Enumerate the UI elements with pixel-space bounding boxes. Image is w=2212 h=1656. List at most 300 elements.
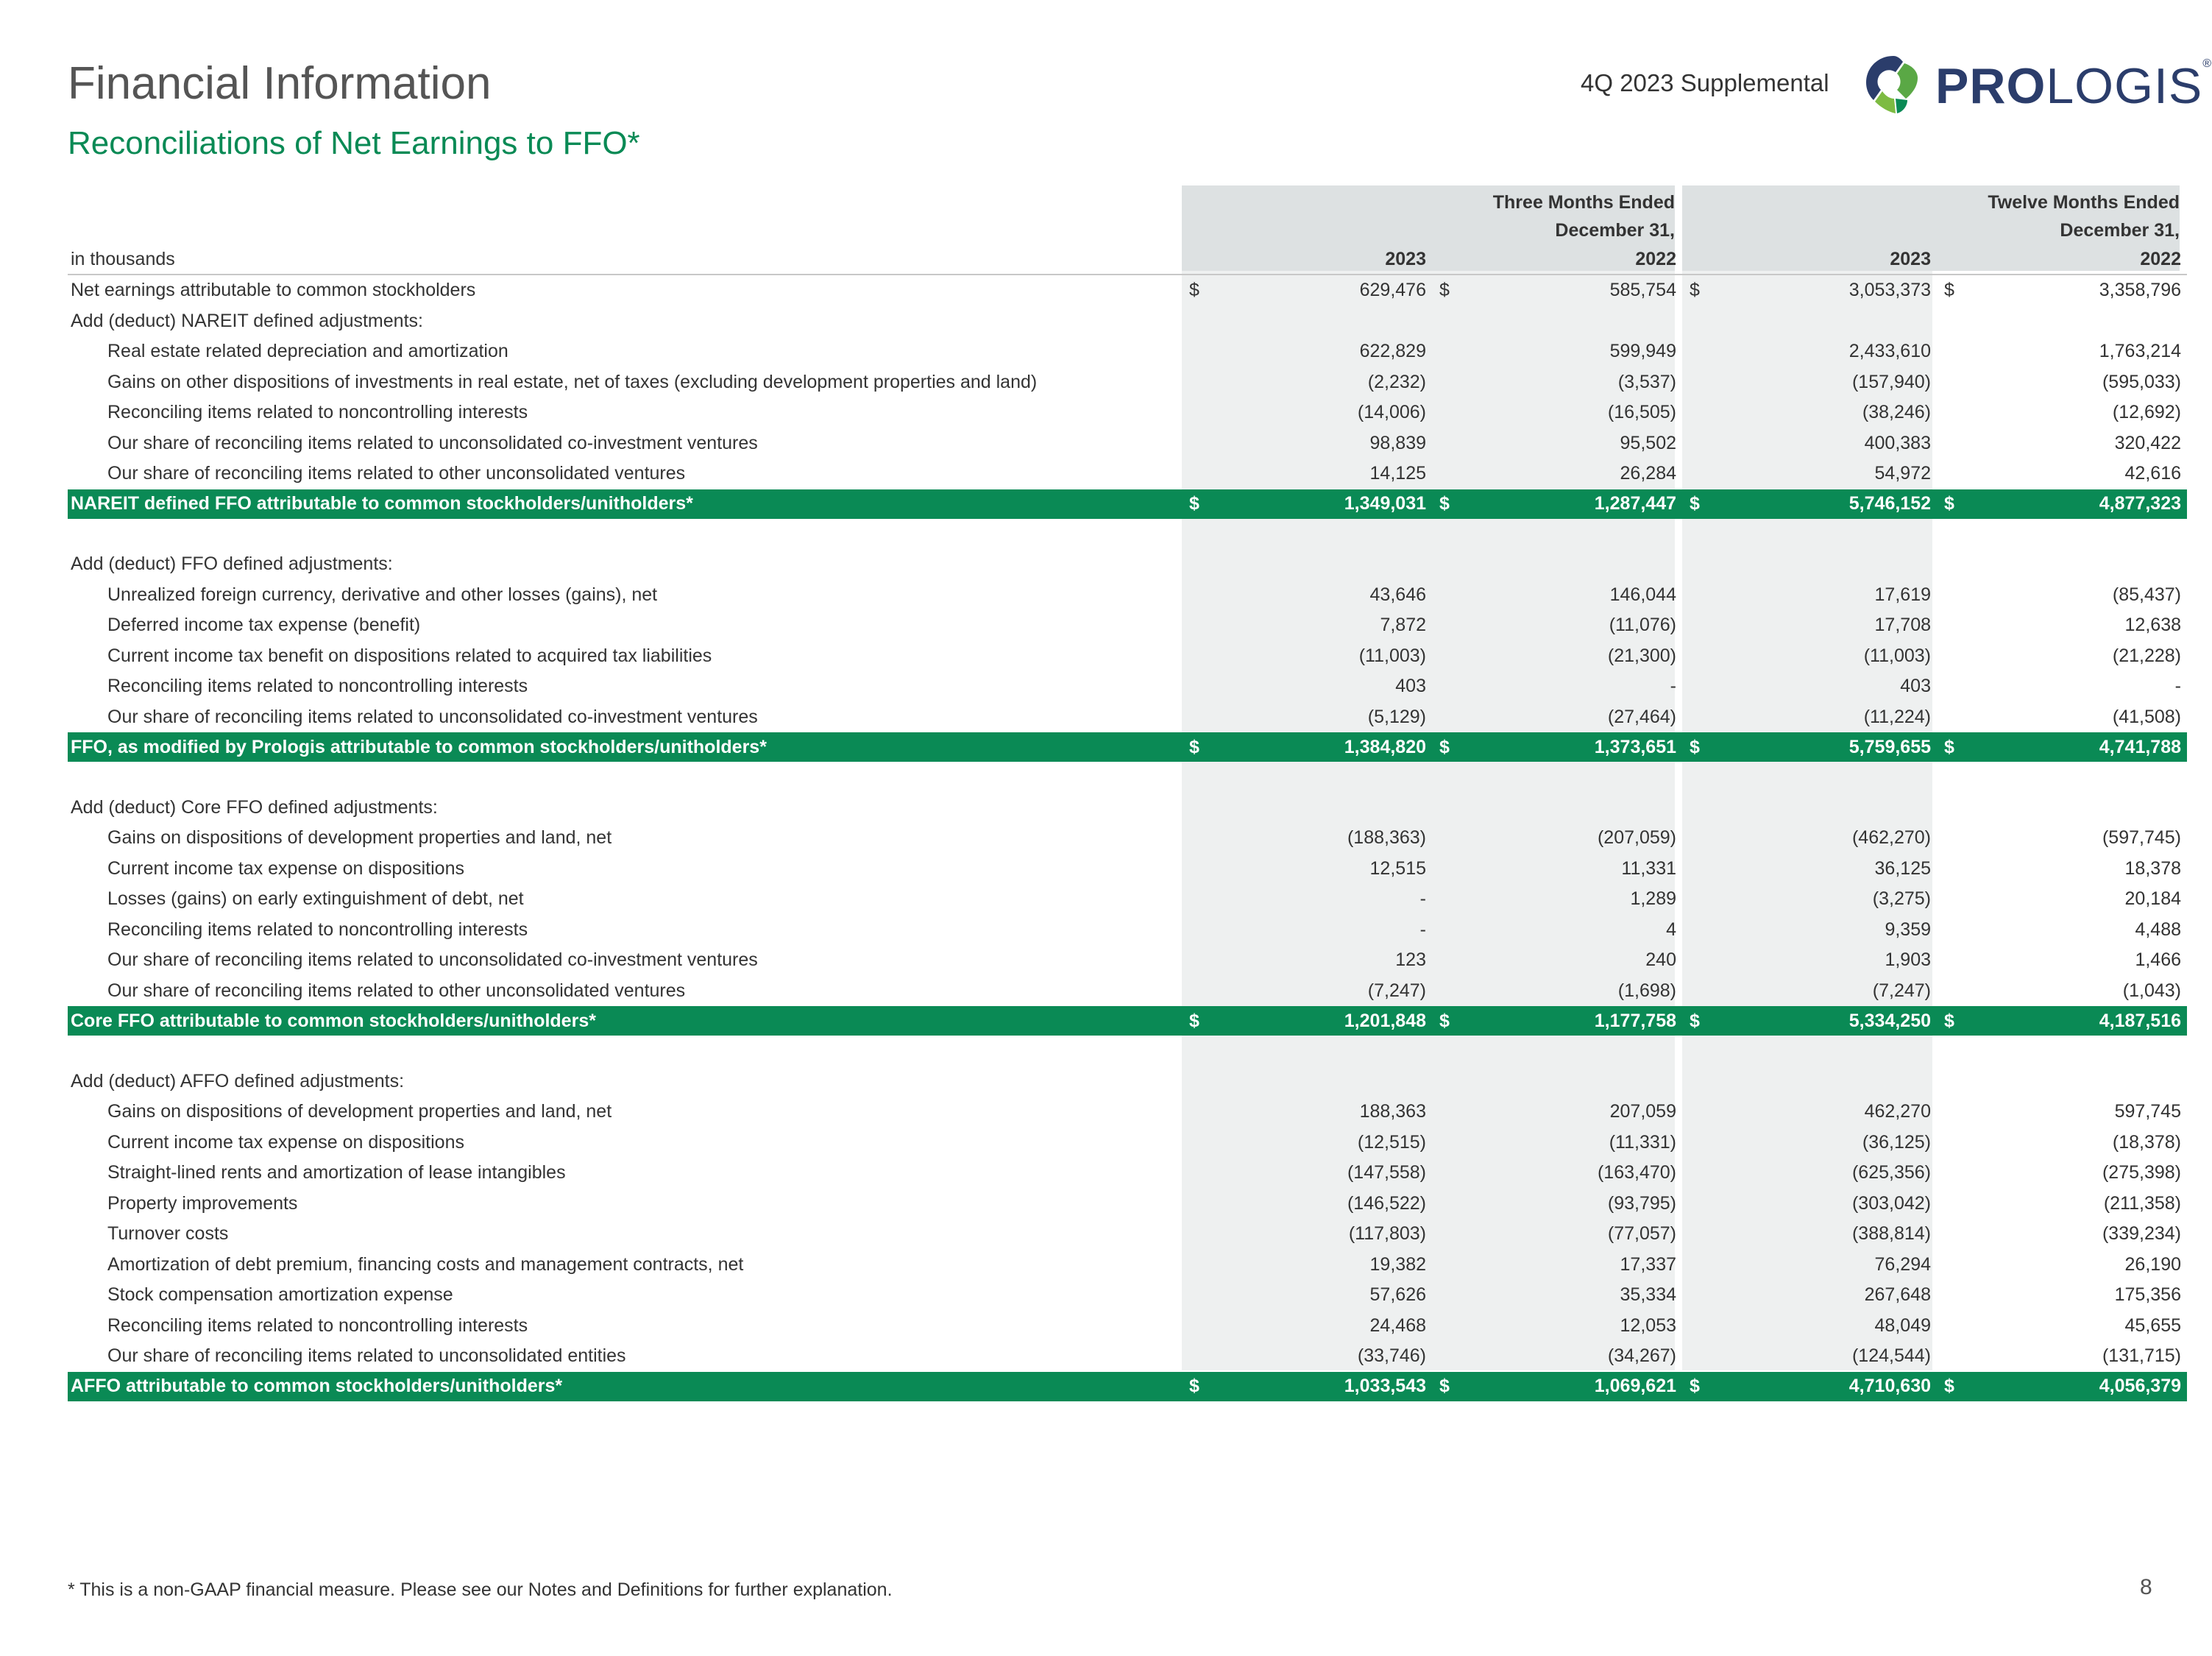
section-heading-row	[68, 306, 2187, 337]
currency-symbol	[1937, 915, 1966, 946]
table-row	[68, 945, 2187, 976]
row-label: FFO, as modified by Prologis attributable to common stockholders/unitholders*	[68, 732, 1182, 762]
value-cell: 146,044	[1609, 584, 1676, 605]
currency-symbol	[1937, 641, 1966, 672]
currency-symbol	[1182, 854, 1211, 885]
value-cell	[1966, 793, 2187, 824]
three-months-header	[1182, 188, 1675, 244]
total-row	[68, 732, 2187, 762]
value-cell: (146,522)	[1347, 1192, 1426, 1214]
row-label: Add (deduct) FFO defined adjustments:	[71, 553, 393, 575]
section-heading-row	[68, 1066, 2187, 1097]
value-cell: -	[1419, 888, 1426, 910]
row-label: NAREIT defined FFO attributable to common stockholders/unitholders*	[68, 489, 1182, 519]
currency-symbol	[1682, 1097, 1712, 1128]
value-cell: (11,224)	[1863, 706, 1931, 727]
value-cell: (275,398)	[2102, 1162, 2181, 1183]
currency-symbol	[1937, 336, 1966, 367]
currency-symbol	[1182, 1341, 1211, 1372]
table-row	[68, 1341, 2187, 1372]
value-cell: (131,715)	[2102, 1345, 2181, 1367]
currency-symbol: $	[1690, 280, 1700, 301]
total-row	[68, 1372, 2187, 1401]
row-label: Real estate related depreciation and amortization	[107, 341, 508, 362]
value-cell: 20,184	[2124, 888, 2181, 910]
row-label: Current income tax expense on dispositions	[107, 1131, 464, 1153]
currency-symbol	[1937, 1097, 1966, 1128]
value-cell: (1,698)	[1617, 980, 1676, 1001]
section-heading-row	[68, 549, 2187, 580]
currency-symbol	[1182, 306, 1211, 337]
value-cell: 5,334,250	[1712, 1006, 1937, 1036]
currency-symbol	[1937, 1158, 1966, 1189]
currency-symbol: $	[1432, 1372, 1461, 1401]
currency-symbol	[1937, 671, 1966, 702]
currency-symbol	[1182, 459, 1211, 489]
row-label: Losses (gains) on early extinguishment of debt, net	[107, 888, 524, 910]
value-cell: (5,129)	[1367, 706, 1426, 727]
value-cell: (2,232)	[1367, 371, 1426, 392]
currency-symbol	[1432, 1341, 1461, 1372]
three-months-line1: Three Months Ended	[1492, 192, 1675, 213]
row-label: Add (deduct) AFFO defined adjustments:	[71, 1070, 405, 1091]
currency-symbol	[1682, 549, 1712, 580]
value-cell: 18,378	[2124, 857, 2181, 879]
value-cell: 1,466	[2135, 949, 2181, 971]
currency-symbol	[1682, 671, 1712, 702]
value-cell	[1461, 549, 1682, 580]
currency-symbol	[1432, 854, 1461, 885]
currency-symbol	[1432, 459, 1461, 489]
currency-symbol	[1937, 397, 1966, 428]
value-cell	[1211, 793, 1432, 824]
value-cell: 11,331	[1621, 857, 1676, 879]
spacer-row	[68, 762, 2187, 793]
value-cell: 4,056,379	[1966, 1372, 2187, 1401]
row-label: Reconciling items related to noncontrolling interests	[107, 676, 528, 697]
value-cell: 267,648	[1864, 1284, 1931, 1306]
value-cell: 12,053	[1620, 1314, 1676, 1336]
currency-symbol	[1432, 1250, 1461, 1281]
value-cell: (7,247)	[1872, 980, 1931, 1001]
value-cell: (36,125)	[1862, 1131, 1931, 1153]
row-label: Gains on other dispositions of investments in real estate, net of taxes (excluding development properties and land)	[107, 371, 1038, 392]
currency-symbol	[1937, 823, 1966, 854]
value-cell: (38,246)	[1862, 402, 1931, 423]
value-cell: (147,558)	[1347, 1162, 1426, 1183]
table-row	[68, 884, 2187, 915]
currency-symbol	[1937, 459, 1966, 489]
value-cell: (14,006)	[1357, 402, 1426, 423]
value-cell: (625,356)	[1851, 1162, 1931, 1183]
currency-symbol: $	[1682, 489, 1712, 519]
currency-symbol	[1182, 1066, 1211, 1097]
value-cell: 42,616	[2124, 463, 2181, 484]
currency-symbol	[1182, 1219, 1211, 1250]
value-cell: 35,334	[1620, 1284, 1676, 1306]
table-row	[68, 1097, 2187, 1128]
twelve-months-line1: Twelve Months Ended	[1988, 192, 2180, 213]
logo-text-bold: PRO	[1935, 58, 2046, 114]
supplemental-label: 4Q 2023 Supplemental	[1581, 69, 1829, 96]
currency-symbol	[1682, 580, 1712, 611]
value-cell	[1966, 1066, 2187, 1097]
currency-symbol: $	[1937, 489, 1966, 519]
value-cell: 45,655	[2124, 1314, 2181, 1336]
page-title: Financial Information	[68, 58, 492, 109]
row-label: Net earnings attributable to common stockholders	[71, 280, 476, 301]
currency-symbol: $	[1682, 732, 1712, 762]
table-row	[68, 1128, 2187, 1158]
value-cell: 1,384,820	[1211, 732, 1432, 762]
value-cell: (12,692)	[2112, 402, 2181, 423]
value-cell: 175,356	[2114, 1284, 2181, 1306]
currency-symbol	[1432, 1158, 1461, 1189]
value-cell: 4,187,516	[1966, 1006, 2187, 1036]
value-cell: (597,745)	[2102, 827, 2181, 849]
table-row	[68, 915, 2187, 946]
year-header: 2023	[1182, 244, 1432, 275]
currency-symbol	[1432, 336, 1461, 367]
table-row	[68, 1158, 2187, 1189]
value-cell	[1966, 306, 2187, 337]
year-header: 2022	[1937, 244, 2187, 275]
unit-label: in thousands	[68, 244, 1182, 275]
row-label: Our share of reconciling items related to unconsolidated co-investment ventures	[107, 949, 758, 971]
currency-symbol: $	[1937, 1372, 1966, 1401]
currency-symbol	[1682, 884, 1712, 915]
currency-symbol: $	[1432, 489, 1461, 519]
year-header: 2023	[1682, 244, 1937, 275]
value-cell: 98,839	[1369, 432, 1426, 453]
row-label: Straight-lined rents and amortization of lease intangibles	[107, 1162, 566, 1183]
value-cell: 57,626	[1369, 1284, 1426, 1306]
table-row	[68, 1280, 2187, 1311]
currency-symbol	[1182, 1280, 1211, 1311]
currency-symbol: $	[1682, 1006, 1712, 1036]
value-cell	[1966, 549, 2187, 580]
currency-symbol	[1432, 367, 1461, 398]
currency-symbol	[1182, 793, 1211, 824]
registered-mark: ®	[2202, 57, 2212, 70]
currency-symbol	[1182, 428, 1211, 459]
value-cell: 4	[1666, 919, 1676, 940]
row-label: Our share of reconciling items related to other unconsolidated ventures	[107, 980, 686, 1001]
currency-symbol	[1182, 1250, 1211, 1281]
currency-symbol	[1432, 306, 1461, 337]
currency-symbol	[1937, 702, 1966, 733]
table-row	[68, 1250, 2187, 1281]
currency-symbol	[1182, 1097, 1211, 1128]
row-label: Add (deduct) Core FFO defined adjustments:	[71, 796, 438, 818]
currency-symbol	[1432, 549, 1461, 580]
currency-symbol	[1682, 1066, 1712, 1097]
logo-wordmark	[1935, 57, 2212, 115]
currency-symbol	[1182, 1189, 1211, 1220]
row-label: Current income tax benefit on dispositions related to acquired tax liabilities	[107, 645, 712, 666]
currency-symbol	[1682, 945, 1712, 976]
value-cell: -	[1670, 676, 1676, 697]
value-cell: 207,059	[1609, 1101, 1676, 1122]
value-cell	[1461, 1066, 1682, 1097]
currency-symbol	[1682, 1341, 1712, 1372]
value-cell: 462,270	[1864, 1101, 1931, 1122]
total-row	[68, 489, 2187, 519]
value-cell: (11,003)	[1863, 645, 1931, 666]
currency-symbol: $	[1937, 1006, 1966, 1036]
row-label: Core FFO attributable to common stockholders/unitholders*	[68, 1006, 1182, 1036]
currency-symbol	[1682, 793, 1712, 824]
value-cell	[1712, 549, 1937, 580]
value-cell: (77,057)	[1607, 1223, 1676, 1245]
value-cell: 17,619	[1874, 584, 1931, 605]
currency-symbol	[1937, 580, 1966, 611]
table-row	[68, 367, 2187, 398]
value-cell: 585,754	[1609, 280, 1676, 301]
table-row	[68, 610, 2187, 641]
row-label: Reconciling items related to noncontrolling interests	[107, 1314, 528, 1336]
value-cell: (1,043)	[2122, 980, 2181, 1001]
currency-symbol: $	[1432, 1006, 1461, 1036]
currency-symbol	[1937, 1189, 1966, 1220]
currency-symbol	[1182, 580, 1211, 611]
value-cell: (188,363)	[1347, 827, 1426, 849]
table-row	[68, 976, 2187, 1007]
value-cell: 4,877,323	[1966, 489, 2187, 519]
reconciliation-table	[68, 244, 2187, 1401]
currency-symbol	[1182, 610, 1211, 641]
value-cell: (16,505)	[1607, 402, 1676, 423]
currency-symbol	[1182, 1158, 1211, 1189]
currency-symbol	[1682, 367, 1712, 398]
footnote: * This is a non-GAAP financial measure. Please see our Notes and Definitions for further explanation.	[68, 1579, 893, 1600]
table-row	[68, 397, 2187, 428]
row-label: Our share of reconciling items related to unconsolidated co-investment ventures	[107, 706, 758, 727]
currency-symbol	[1682, 1189, 1712, 1220]
value-cell: 4,488	[2135, 919, 2181, 940]
currency-symbol	[1182, 671, 1211, 702]
currency-symbol	[1937, 549, 1966, 580]
value-cell: (33,746)	[1357, 1345, 1426, 1367]
currency-symbol	[1432, 793, 1461, 824]
row-label: Unrealized foreign currency, derivative and other losses (gains), net	[107, 584, 658, 605]
currency-symbol	[1182, 397, 1211, 428]
currency-symbol	[1182, 945, 1211, 976]
currency-symbol	[1432, 610, 1461, 641]
value-cell: 24,468	[1369, 1314, 1426, 1336]
value-cell: 403	[1395, 676, 1426, 697]
currency-symbol	[1432, 671, 1461, 702]
row-label: Reconciling items related to noncontrolling interests	[107, 919, 528, 940]
table-row	[68, 428, 2187, 459]
table-row	[68, 459, 2187, 489]
value-cell: 1,201,848	[1211, 1006, 1432, 1036]
value-cell: 26,284	[1620, 463, 1676, 484]
row-label: Stock compensation amortization expense	[107, 1284, 453, 1306]
value-cell: 403	[1900, 676, 1931, 697]
currency-symbol	[1937, 1219, 1966, 1250]
section-heading-row	[68, 793, 2187, 824]
currency-symbol	[1682, 976, 1712, 1007]
row-label: Gains on dispositions of development properties and land, net	[107, 1101, 612, 1122]
currency-symbol	[1937, 610, 1966, 641]
row-label: AFFO attributable to common stockholders/unitholders*	[68, 1372, 1182, 1401]
value-cell: (462,270)	[1851, 827, 1931, 849]
row-label: Turnover costs	[107, 1223, 229, 1245]
currency-symbol	[1682, 1219, 1712, 1250]
currency-symbol	[1182, 884, 1211, 915]
currency-symbol	[1432, 1311, 1461, 1342]
currency-symbol	[1937, 945, 1966, 976]
currency-symbol	[1937, 1280, 1966, 1311]
value-cell: 622,829	[1359, 341, 1426, 362]
currency-symbol	[1682, 823, 1712, 854]
value-cell: 17,337	[1620, 1253, 1676, 1275]
value-cell: (3,537)	[1617, 371, 1676, 392]
globe-icon	[1862, 53, 1925, 116]
value-cell: 1,069,621	[1461, 1372, 1682, 1401]
value-cell: 36,125	[1874, 857, 1931, 879]
value-cell	[1211, 306, 1432, 337]
value-cell: (211,358)	[2103, 1192, 2181, 1214]
value-cell: 629,476	[1359, 280, 1426, 301]
value-cell: 2,433,610	[1848, 341, 1931, 362]
value-cell: (41,508)	[2112, 706, 2181, 727]
currency-symbol	[1682, 641, 1712, 672]
value-cell: 95,502	[1620, 432, 1676, 453]
value-cell: 43,646	[1369, 584, 1426, 605]
value-cell: 17,708	[1874, 615, 1931, 636]
currency-symbol	[1182, 702, 1211, 733]
currency-symbol	[1432, 428, 1461, 459]
table-row	[68, 580, 2187, 611]
value-cell: (124,544)	[1851, 1345, 1931, 1367]
page-number: 8	[2140, 1575, 2152, 1599]
value-cell: (595,033)	[2102, 371, 2181, 392]
column-header-row	[68, 244, 2187, 275]
currency-symbol	[1432, 641, 1461, 672]
value-cell	[1211, 1066, 1432, 1097]
value-cell: (12,515)	[1357, 1131, 1426, 1153]
year-header: 2022	[1432, 244, 1682, 275]
value-cell: 1,373,651	[1461, 732, 1682, 762]
currency-symbol: $	[1439, 280, 1450, 301]
currency-symbol	[1182, 549, 1211, 580]
value-cell: (303,042)	[1851, 1192, 1931, 1214]
currency-symbol	[1937, 1066, 1966, 1097]
value-cell: -	[1419, 919, 1426, 940]
currency-symbol	[1432, 397, 1461, 428]
value-cell: (11,331)	[1609, 1131, 1676, 1153]
currency-symbol: $	[1182, 1006, 1211, 1036]
twelve-months-header	[1687, 188, 2180, 244]
currency-symbol	[1432, 823, 1461, 854]
table-row	[68, 823, 2187, 854]
value-cell: 1,287,447	[1461, 489, 1682, 519]
currency-symbol	[1937, 793, 1966, 824]
currency-symbol	[1432, 976, 1461, 1007]
value-cell: (11,076)	[1609, 615, 1676, 636]
spacer-row	[68, 1036, 2187, 1066]
value-cell: (34,267)	[1607, 1345, 1676, 1367]
value-cell: 19,382	[1369, 1253, 1426, 1275]
page-subtitle: Reconciliations of Net Earnings to FFO*	[68, 125, 640, 161]
currency-symbol	[1182, 823, 1211, 854]
value-cell	[1211, 549, 1432, 580]
value-cell: (339,234)	[2102, 1223, 2181, 1245]
currency-symbol	[1937, 884, 1966, 915]
value-cell: (157,940)	[1851, 371, 1931, 392]
currency-symbol: $	[1182, 1372, 1211, 1401]
currency-symbol	[1182, 641, 1211, 672]
currency-symbol	[1432, 945, 1461, 976]
currency-symbol: $	[1937, 732, 1966, 762]
currency-symbol	[1432, 580, 1461, 611]
currency-symbol	[1682, 915, 1712, 946]
table-row	[68, 336, 2187, 367]
row-label: Property improvements	[107, 1192, 298, 1214]
value-cell: 4,710,630	[1712, 1372, 1937, 1401]
currency-symbol	[1432, 1189, 1461, 1220]
currency-symbol	[1937, 1128, 1966, 1158]
currency-symbol	[1937, 854, 1966, 885]
value-cell: 4,741,788	[1966, 732, 2187, 762]
value-cell: 188,363	[1359, 1101, 1426, 1122]
currency-symbol	[1432, 884, 1461, 915]
value-cell	[1461, 306, 1682, 337]
row-label: Gains on dispositions of development properties and land, net	[107, 827, 612, 849]
currency-symbol: $	[1682, 1372, 1712, 1401]
value-cell: 5,759,655	[1712, 732, 1937, 762]
value-cell: 597,745	[2114, 1101, 2181, 1122]
row-label: Deferred income tax expense (benefit)	[107, 615, 421, 636]
table-row	[68, 702, 2187, 733]
value-cell: (27,464)	[1607, 706, 1676, 727]
value-cell: (7,247)	[1367, 980, 1426, 1001]
currency-symbol: $	[1182, 732, 1211, 762]
value-cell: 1,177,758	[1461, 1006, 1682, 1036]
table-row	[68, 854, 2187, 885]
currency-symbol	[1682, 1158, 1712, 1189]
currency-symbol	[1682, 428, 1712, 459]
twelve-months-line2: December 31,	[2060, 220, 2180, 241]
row-label: Our share of reconciling items related to other unconsolidated ventures	[107, 463, 686, 484]
currency-symbol	[1682, 1280, 1712, 1311]
value-cell: -	[2174, 676, 2181, 697]
currency-symbol	[1432, 702, 1461, 733]
currency-symbol: $	[1944, 280, 1954, 301]
currency-symbol	[1937, 367, 1966, 398]
value-cell: (93,795)	[1607, 1192, 1676, 1214]
prologis-logo	[1862, 53, 2212, 116]
currency-symbol	[1432, 1219, 1461, 1250]
currency-symbol: $	[1432, 732, 1461, 762]
value-cell: 1,349,031	[1211, 489, 1432, 519]
currency-symbol	[1682, 306, 1712, 337]
currency-symbol	[1182, 915, 1211, 946]
currency-symbol	[1937, 1341, 1966, 1372]
value-cell: 7,872	[1380, 615, 1426, 636]
currency-symbol	[1682, 854, 1712, 885]
value-cell: 26,190	[2124, 1253, 2181, 1275]
value-cell: (21,300)	[1607, 645, 1676, 666]
value-cell: 400,383	[1864, 432, 1931, 453]
value-cell: 48,049	[1874, 1314, 1931, 1336]
value-cell: 14,125	[1369, 463, 1426, 484]
value-cell	[1712, 1066, 1937, 1097]
currency-symbol	[1182, 1311, 1211, 1342]
three-months-line2: December 31,	[1555, 220, 1675, 241]
